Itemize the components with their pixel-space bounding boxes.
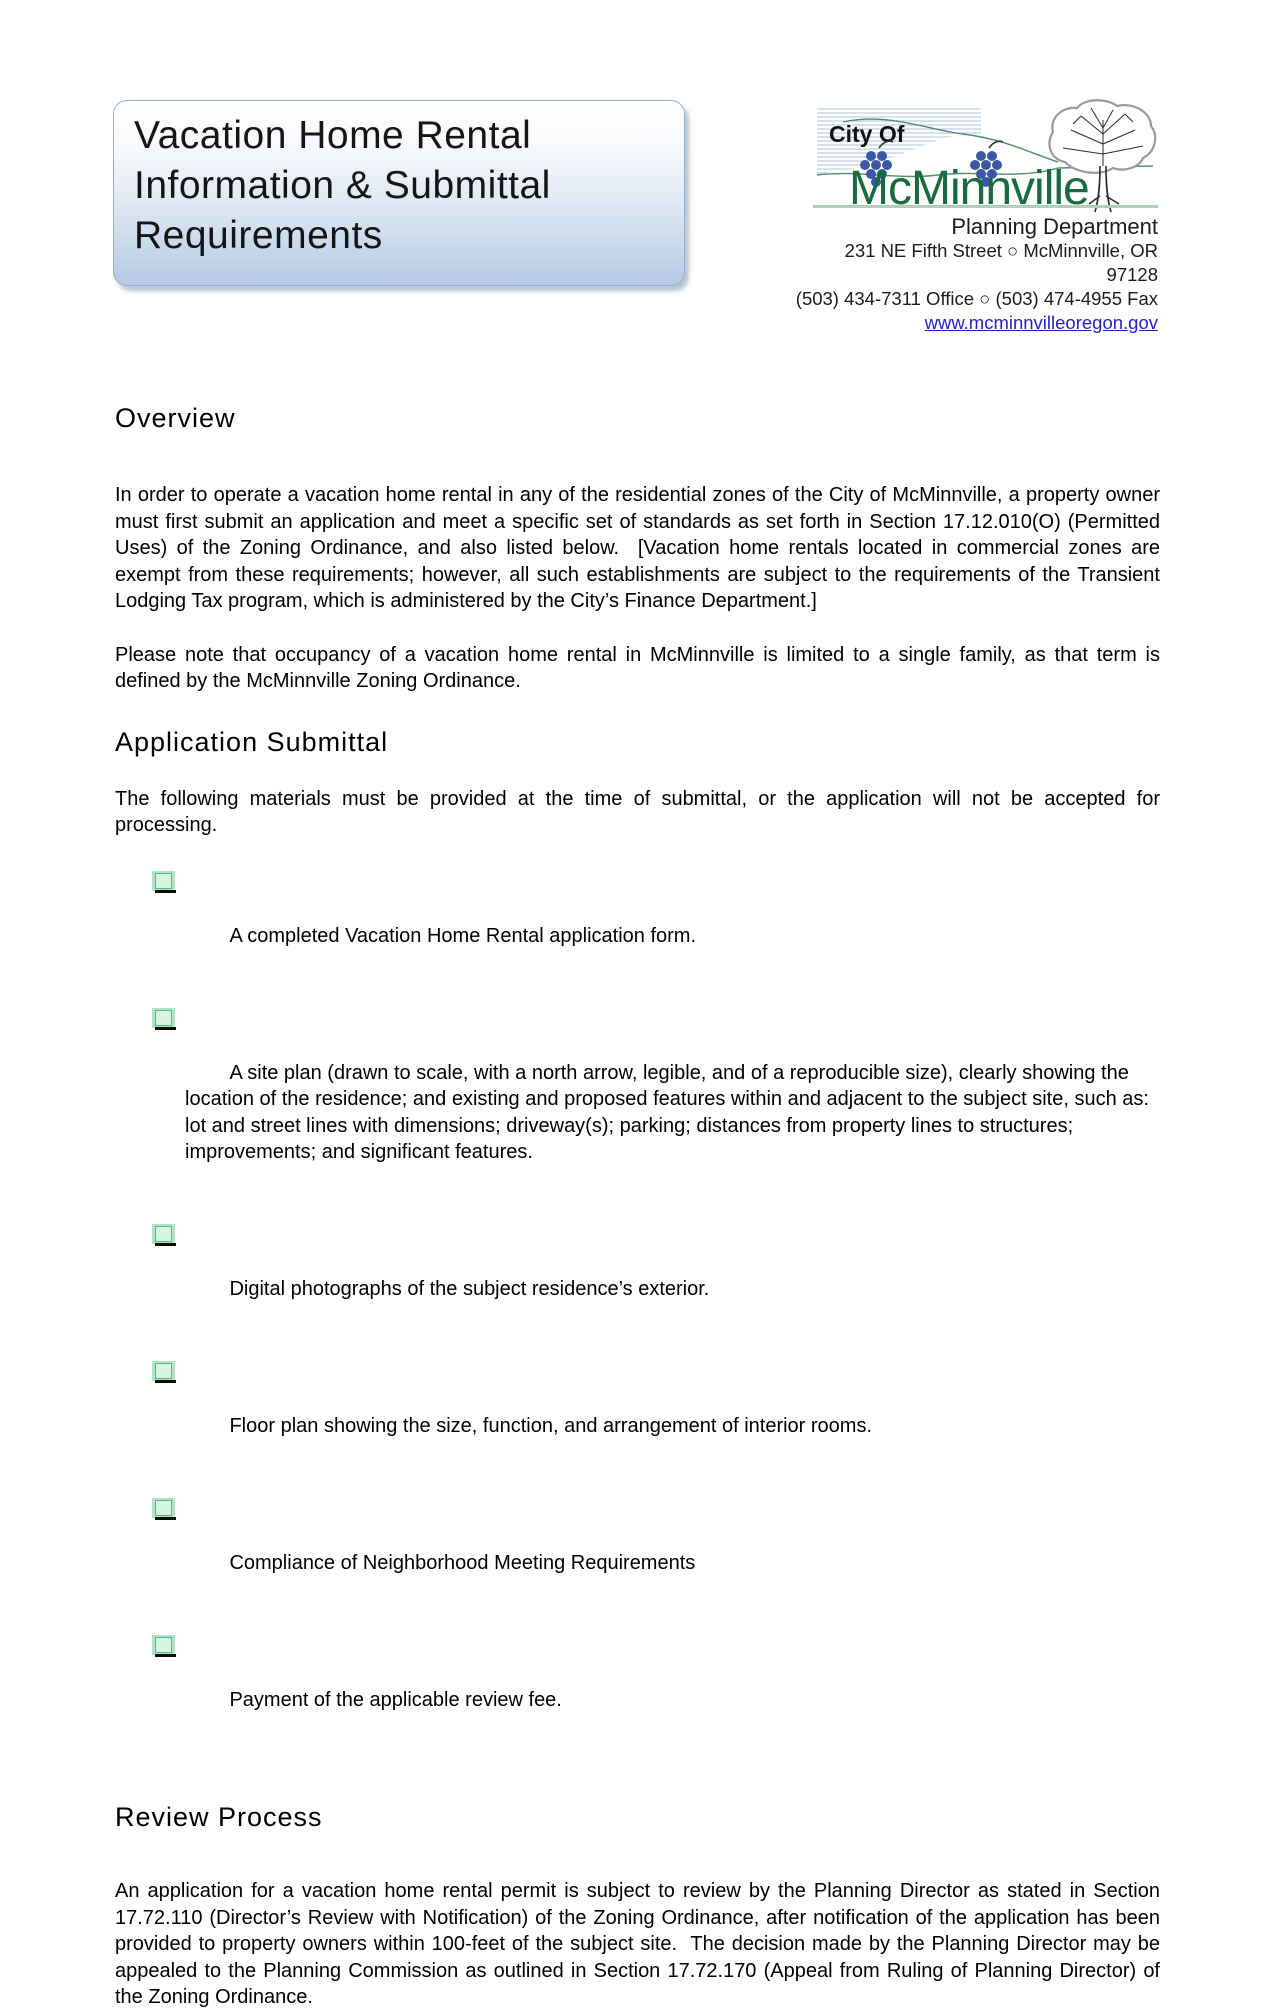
overview-paragraph-1: In order to operate a vacation home rental in any of the residential zones of the City of McMinnville, a property owner must first submit an application and meet a specific set of standards as set forth in Section 17.12.010(O) (Permitted Uses) of the Zoning Ordinance, and also listed below. [Vacation home rentals located in commercial zones are exempt from these requirements; however, all such establishments are subject to the requirements of the Transient Lodging Tax program, which is administered by the City’s Finance Department.] <box>115 484 1166 612</box>
checklist-item-label: Compliance of Neighborhood Meeting Requirements <box>229 1552 696 1574</box>
doc-title-line-2: Information & Submittal <box>134 164 551 207</box>
city-of-mcminnville-logo <box>813 100 1158 215</box>
checkbox-icon[interactable] <box>152 1635 175 1655</box>
checkbox-icon[interactable] <box>152 1008 175 1028</box>
doc-title-line-1: Vacation Home Rental <box>134 114 532 157</box>
logo-city-name-text: McMinnville <box>849 162 1089 215</box>
overview-paragraph-2: Please note that occupancy of a vacation home rental in McMinnville is limited to a single family, as that term is defined by the McMinnville Zoning Ordinance. <box>115 643 1166 692</box>
checklist-item-label: A site plan (drawn to scale, with a north arrow, legible, and of a reproducible size), clearly showing the location of the residence; and existing and proposed features within and adjacent to the subject site, such as: lot and street lines with dimensions; driveway(s); parking; distances from property lines to structures; improvements; and significant features. <box>185 1061 1161 1163</box>
submittal-checklist <box>115 870 1160 1741</box>
address-line-1: 231 NE Fifth Street ○ McMinnville, OR 97128 <box>844 240 1169 285</box>
document-body <box>0 403 1275 2011</box>
website-link[interactable]: www.mcminnvilleoregon.gov <box>924 312 1158 333</box>
application-submittal-heading: Application Submittal <box>115 726 389 757</box>
logo-city-of-text: City Of <box>829 121 905 147</box>
checklist-item <box>115 1497 1160 1603</box>
checklist-item <box>115 1223 1160 1329</box>
checklist-item-label: Payment of the applicable review fee. <box>229 1689 562 1711</box>
agency-block <box>786 100 1169 335</box>
checklist-item <box>115 870 1160 976</box>
checkbox-icon[interactable] <box>152 1498 175 1518</box>
doc-title-line-3: Requirements <box>134 214 383 257</box>
checkbox-icon[interactable] <box>152 1361 175 1381</box>
title-box <box>113 100 685 286</box>
checklist-item <box>115 1360 1160 1466</box>
checklist-item <box>115 1007 1160 1193</box>
review-process-heading: Review Process <box>115 1802 323 1832</box>
document-header <box>0 0 1275 335</box>
overview-heading: Overview <box>115 403 236 433</box>
review-process-paragraph: An application for a vacation home rental permit is subject to review by the Planning Director as stated in Section 17.72.110 (Director’s Review with Notification) of the Zoning Ordinance, after notification of the application has been provided to property owners within 100-feet of the subject site. The decision made by the Planning Director may be appealed to the Planning Commission as outlined in Section 17.72.170 (Appeal from Ruling of Planning Director) of the Zoning Ordinance. <box>115 1880 1166 2008</box>
checklist-item-label: Digital photographs of the subject residence’s exterior. <box>229 1278 710 1300</box>
checkbox-icon[interactable] <box>152 871 175 891</box>
address-line-2: (503) 434-7311 Office ○ (503) 474-4955 Fax <box>795 288 1158 309</box>
checklist-item-label: A completed Vacation Home Rental application form. <box>229 924 696 947</box>
checklist-item-label: Floor plan showing the size, function, and arrangement of interior rooms. <box>229 1415 873 1437</box>
checklist-item <box>115 1634 1160 1740</box>
application-submittal-intro: The following materials must be provided at the time of submittal, or the application will not be accepted for processing. <box>115 787 1166 836</box>
department-name: Planning Department <box>951 214 1158 239</box>
checkbox-icon[interactable] <box>152 1224 175 1244</box>
